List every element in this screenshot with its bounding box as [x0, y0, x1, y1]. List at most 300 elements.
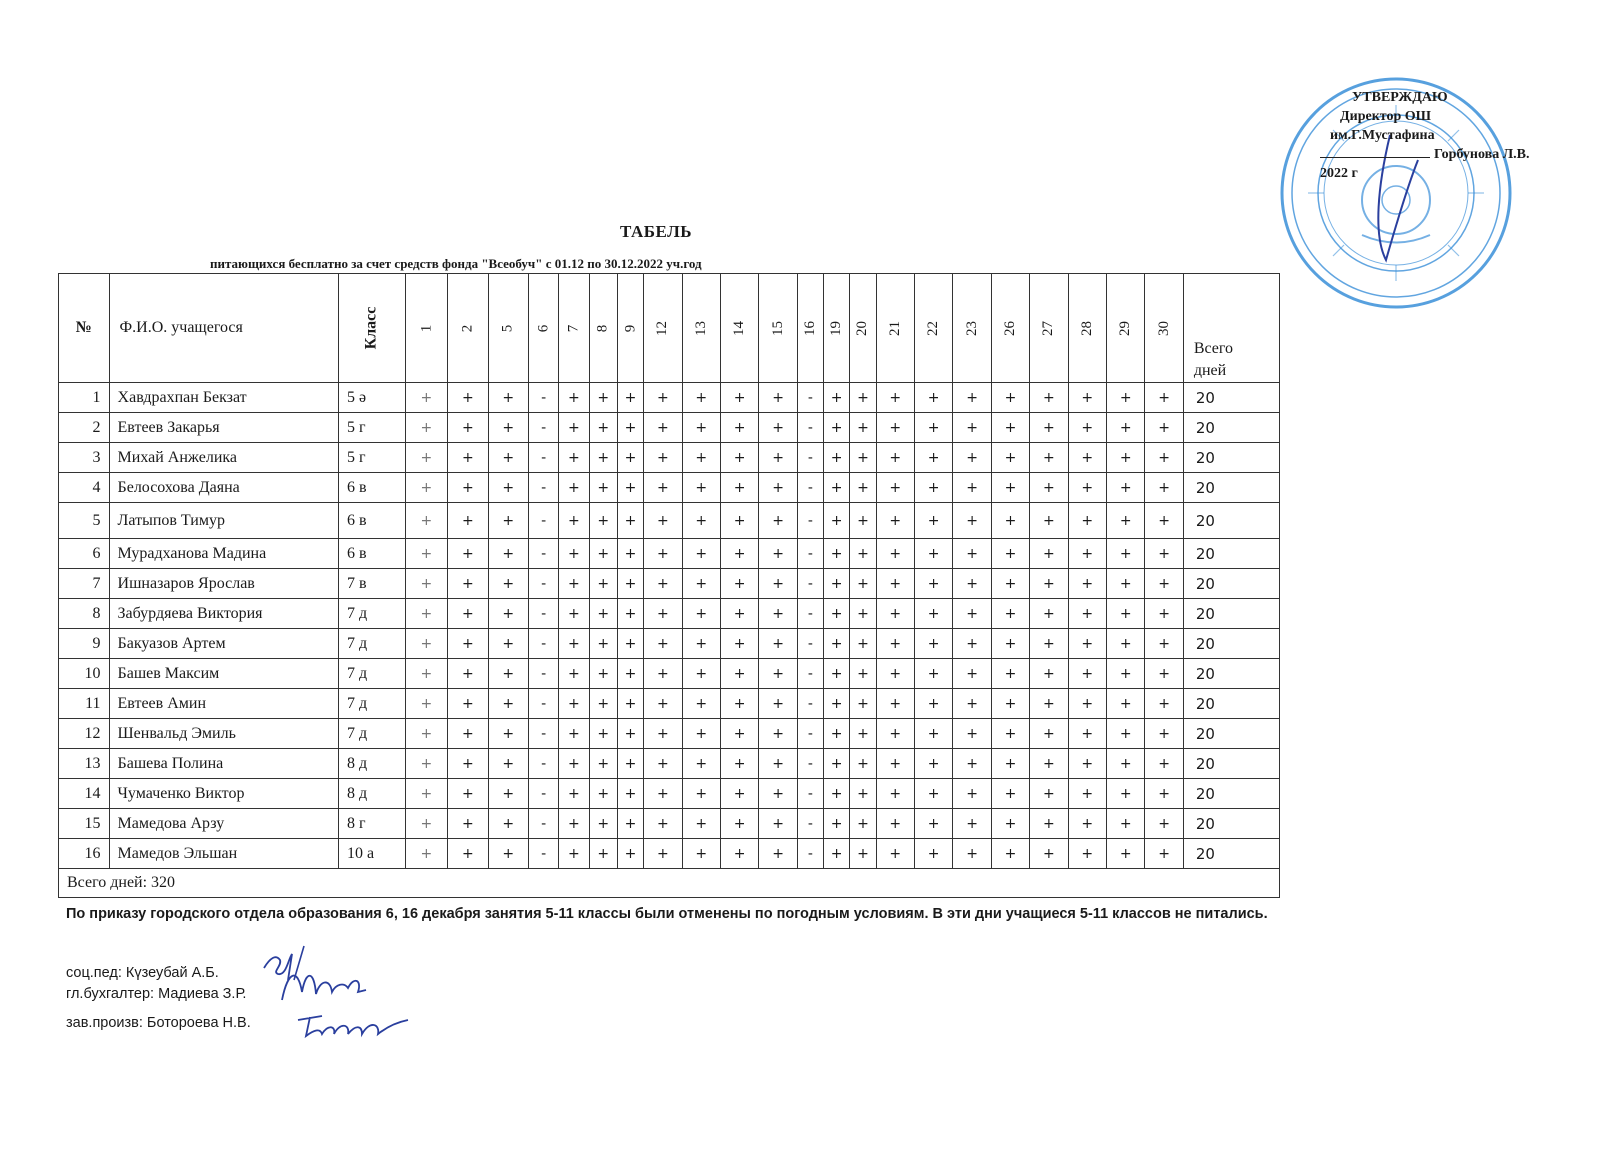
attendance-mark: +: [405, 809, 447, 839]
attendance-mark: +: [759, 779, 797, 809]
total-days: 20: [1183, 473, 1279, 503]
attendance-mark: +: [991, 689, 1029, 719]
attendance-mark: +: [953, 839, 991, 869]
attendance-mark: +: [1145, 779, 1183, 809]
attendance-mark: +: [682, 659, 720, 689]
attendance-mark: +: [876, 659, 914, 689]
attendance-mark: +: [1030, 413, 1068, 443]
total-days: 20: [1183, 749, 1279, 779]
attendance-mark: +: [953, 569, 991, 599]
attendance-mark: +: [1030, 749, 1068, 779]
attendance-mark: +: [991, 719, 1029, 749]
attendance-mark: +: [1068, 629, 1106, 659]
header-day-28: 28: [1068, 274, 1106, 383]
attendance-mark: +: [1030, 383, 1068, 413]
attendance-mark: +: [991, 839, 1029, 869]
attendance-mark: +: [759, 809, 797, 839]
attendance-mark: +: [559, 599, 589, 629]
header-number: №: [59, 274, 110, 383]
student-name: Башев Максим: [109, 659, 338, 689]
attendance-mark: +: [824, 839, 850, 869]
attendance-mark: +: [850, 719, 876, 749]
header-day-9: 9: [617, 274, 643, 383]
attendance-mark: +: [876, 719, 914, 749]
attendance-mark: +: [589, 383, 617, 413]
attendance-mark: +: [991, 473, 1029, 503]
attendance-mark: +: [914, 473, 952, 503]
attendance-mark: -: [528, 503, 558, 539]
attendance-mark: -: [797, 659, 823, 689]
attendance-mark: +: [953, 719, 991, 749]
attendance-mark: +: [559, 659, 589, 689]
header-day-6: 6: [528, 274, 558, 383]
attendance-mark: +: [991, 383, 1029, 413]
row-number: 7: [59, 569, 110, 599]
attendance-mark: +: [720, 839, 758, 869]
attendance-mark: +: [953, 689, 991, 719]
student-class: 6 в: [338, 539, 405, 569]
table-row: [59, 839, 1280, 869]
attendance-mark: +: [589, 839, 617, 869]
attendance-mark: +: [720, 539, 758, 569]
attendance-mark: +: [991, 659, 1029, 689]
attendance-mark: +: [559, 443, 589, 473]
attendance-mark: +: [559, 779, 589, 809]
attendance-mark: +: [720, 599, 758, 629]
student-name: Забурдяева Виктория: [109, 599, 338, 629]
table-row: [59, 599, 1280, 629]
attendance-mark: +: [1030, 539, 1068, 569]
attendance-mark: +: [1068, 383, 1106, 413]
attendance-mark: +: [1068, 539, 1106, 569]
attendance-mark: -: [797, 539, 823, 569]
header-day-30: 30: [1145, 274, 1183, 383]
attendance-mark: -: [797, 719, 823, 749]
attendance-mark: -: [797, 569, 823, 599]
attendance-mark: +: [617, 539, 643, 569]
attendance-mark: +: [759, 413, 797, 443]
attendance-mark: -: [528, 599, 558, 629]
attendance-mark: +: [914, 629, 952, 659]
attendance-mark: +: [448, 719, 488, 749]
total-days: 20: [1183, 629, 1279, 659]
attendance-mark: +: [682, 749, 720, 779]
attendance-mark: +: [1068, 749, 1106, 779]
attendance-mark: +: [876, 383, 914, 413]
attendance-mark: +: [1145, 839, 1183, 869]
attendance-mark: +: [953, 629, 991, 659]
attendance-mark: +: [953, 383, 991, 413]
total-days: 20: [1183, 719, 1279, 749]
attendance-mark: +: [488, 809, 528, 839]
approval-title: УТВЕРЖДАЮ: [1352, 90, 1448, 105]
attendance-mark: +: [682, 539, 720, 569]
attendance-mark: +: [644, 749, 682, 779]
attendance-mark: +: [488, 719, 528, 749]
attendance-mark: +: [1107, 503, 1145, 539]
total-days: 20: [1183, 413, 1279, 443]
attendance-mark: +: [589, 629, 617, 659]
approval-position: Директор ОШ: [1340, 109, 1432, 124]
attendance-mark: +: [953, 809, 991, 839]
attendance-mark: +: [559, 569, 589, 599]
attendance-mark: +: [488, 443, 528, 473]
attendance-mark: +: [448, 473, 488, 503]
attendance-mark: +: [1068, 839, 1106, 869]
attendance-mark: +: [991, 503, 1029, 539]
attendance-mark: +: [448, 443, 488, 473]
attendance-mark: +: [617, 503, 643, 539]
attendance-mark: +: [617, 659, 643, 689]
attendance-mark: +: [448, 839, 488, 869]
attendance-mark: +: [589, 473, 617, 503]
attendance-mark: +: [589, 599, 617, 629]
attendance-mark: +: [850, 809, 876, 839]
attendance-mark: +: [824, 443, 850, 473]
attendance-mark: +: [644, 599, 682, 629]
signatures-block: [66, 963, 251, 1034]
attendance-mark: +: [991, 413, 1029, 443]
attendance-mark: +: [617, 569, 643, 599]
attendance-mark: +: [644, 839, 682, 869]
row-number: 2: [59, 413, 110, 443]
attendance-mark: +: [1145, 383, 1183, 413]
attendance-mark: +: [1030, 779, 1068, 809]
attendance-mark: +: [876, 539, 914, 569]
attendance-mark: +: [759, 719, 797, 749]
attendance-mark: +: [1030, 443, 1068, 473]
attendance-mark: +: [644, 809, 682, 839]
attendance-mark: +: [488, 473, 528, 503]
attendance-mark: +: [1145, 659, 1183, 689]
attendance-mark: -: [528, 569, 558, 599]
header-class: Класс: [338, 274, 405, 383]
attendance-mark: +: [1107, 779, 1145, 809]
attendance-mark: +: [617, 749, 643, 779]
attendance-mark: -: [797, 443, 823, 473]
header-day-7: 7: [559, 274, 589, 383]
attendance-mark: +: [405, 569, 447, 599]
attendance-mark: +: [682, 779, 720, 809]
attendance-mark: +: [644, 569, 682, 599]
attendance-mark: +: [824, 779, 850, 809]
attendance-mark: +: [589, 749, 617, 779]
attendance-mark: +: [850, 569, 876, 599]
student-class: 8 д: [338, 749, 405, 779]
attendance-mark: +: [559, 629, 589, 659]
attendance-mark: +: [405, 629, 447, 659]
attendance-mark: -: [528, 383, 558, 413]
attendance-mark: +: [589, 659, 617, 689]
student-name: Хавдрахпан Бекзат: [109, 383, 338, 413]
student-class: 5 ә: [338, 383, 405, 413]
student-name: Михай Анжелика: [109, 443, 338, 473]
attendance-mark: +: [682, 443, 720, 473]
attendance-mark: -: [797, 413, 823, 443]
attendance-mark: +: [914, 779, 952, 809]
attendance-mark: +: [720, 749, 758, 779]
student-class: 8 г: [338, 809, 405, 839]
attendance-mark: -: [797, 839, 823, 869]
attendance-mark: +: [824, 569, 850, 599]
attendance-mark: +: [914, 809, 952, 839]
attendance-mark: +: [876, 629, 914, 659]
attendance-mark: +: [1145, 599, 1183, 629]
attendance-mark: -: [528, 473, 558, 503]
attendance-mark: +: [914, 689, 952, 719]
attendance-mark: +: [914, 839, 952, 869]
attendance-mark: +: [953, 443, 991, 473]
attendance-mark: +: [720, 473, 758, 503]
attendance-mark: +: [850, 539, 876, 569]
attendance-mark: +: [759, 539, 797, 569]
student-class: 7 д: [338, 629, 405, 659]
attendance-mark: +: [1068, 569, 1106, 599]
attendance-mark: +: [1145, 689, 1183, 719]
attendance-mark: +: [914, 443, 952, 473]
attendance-mark: +: [1107, 749, 1145, 779]
header-day-12: 12: [644, 274, 682, 383]
header-day-20: 20: [850, 274, 876, 383]
attendance-mark: +: [876, 839, 914, 869]
student-class: 7 д: [338, 719, 405, 749]
attendance-mark: +: [617, 599, 643, 629]
row-number: 15: [59, 809, 110, 839]
attendance-mark: +: [682, 629, 720, 659]
attendance-mark: +: [488, 839, 528, 869]
attendance-mark: -: [528, 689, 558, 719]
student-name: Евтеев Закарья: [109, 413, 338, 443]
attendance-mark: +: [876, 413, 914, 443]
attendance-mark: +: [559, 539, 589, 569]
attendance-mark: -: [797, 779, 823, 809]
attendance-mark: +: [405, 659, 447, 689]
attendance-mark: -: [797, 383, 823, 413]
total-days: 20: [1183, 779, 1279, 809]
attendance-mark: +: [914, 503, 952, 539]
table-row: [59, 629, 1280, 659]
attendance-mark: +: [1145, 539, 1183, 569]
attendance-mark: +: [720, 443, 758, 473]
attendance-mark: +: [991, 779, 1029, 809]
attendance-mark: +: [953, 539, 991, 569]
attendance-mark: +: [991, 443, 1029, 473]
table-row: [59, 443, 1280, 473]
attendance-mark: +: [991, 749, 1029, 779]
attendance-mark: -: [528, 659, 558, 689]
attendance-mark: +: [759, 749, 797, 779]
attendance-mark: +: [850, 383, 876, 413]
attendance-mark: +: [559, 719, 589, 749]
attendance-mark: +: [488, 629, 528, 659]
attendance-mark: +: [953, 659, 991, 689]
attendance-mark: +: [644, 503, 682, 539]
header-day-1: 1: [405, 274, 447, 383]
attendance-mark: +: [1145, 503, 1183, 539]
attendance-mark: +: [953, 779, 991, 809]
attendance-mark: +: [559, 383, 589, 413]
attendance-mark: +: [1068, 779, 1106, 809]
attendance-mark: +: [644, 659, 682, 689]
attendance-mark: -: [797, 503, 823, 539]
attendance-mark: +: [824, 719, 850, 749]
attendance-mark: -: [528, 839, 558, 869]
attendance-mark: +: [589, 413, 617, 443]
student-class: 7 д: [338, 599, 405, 629]
attendance-mark: +: [824, 413, 850, 443]
attendance-mark: +: [1145, 719, 1183, 749]
attendance-mark: +: [405, 539, 447, 569]
attendance-mark: +: [720, 689, 758, 719]
attendance-mark: +: [644, 629, 682, 659]
attendance-mark: -: [797, 599, 823, 629]
table-row: [59, 779, 1280, 809]
attendance-mark: +: [448, 749, 488, 779]
attendance-mark: +: [589, 809, 617, 839]
attendance-mark: +: [850, 413, 876, 443]
attendance-mark: +: [824, 659, 850, 689]
attendance-mark: +: [617, 689, 643, 719]
attendance-mark: +: [682, 689, 720, 719]
attendance-mark: +: [850, 689, 876, 719]
attendance-mark: +: [644, 779, 682, 809]
attendance-mark: +: [824, 383, 850, 413]
document-subtitle: питающихся бесплатно за счет средств фонда "Всеобуч" с 01.12 по 30.12.2022 уч.год: [210, 256, 702, 271]
row-number: 1: [59, 383, 110, 413]
header-day-13: 13: [682, 274, 720, 383]
attendance-mark: +: [914, 659, 952, 689]
attendance-mark: +: [824, 809, 850, 839]
attendance-mark: +: [876, 809, 914, 839]
student-name: Мурадханова Мадина: [109, 539, 338, 569]
handwritten-signatures: [258, 940, 428, 1045]
attendance-mark: +: [850, 599, 876, 629]
attendance-mark: +: [1068, 599, 1106, 629]
attendance-mark: +: [850, 503, 876, 539]
attendance-mark: +: [824, 749, 850, 779]
attendance-mark: +: [1145, 473, 1183, 503]
attendance-mark: +: [914, 719, 952, 749]
total-days: 20: [1183, 809, 1279, 839]
attendance-mark: +: [448, 539, 488, 569]
student-class: 5 г: [338, 443, 405, 473]
student-class: 7 д: [338, 689, 405, 719]
attendance-mark: +: [1107, 629, 1145, 659]
signature-chief-accountant: гл.бухгалтер: Мадиева З.Р.: [66, 986, 247, 1002]
attendance-mark: +: [644, 473, 682, 503]
attendance-mark: +: [589, 539, 617, 569]
attendance-mark: +: [953, 473, 991, 503]
attendance-mark: -: [528, 539, 558, 569]
attendance-mark: +: [991, 599, 1029, 629]
attendance-mark: +: [617, 839, 643, 869]
student-class: 6 в: [338, 473, 405, 503]
attendance-mark: +: [1030, 629, 1068, 659]
attendance-mark: +: [405, 749, 447, 779]
attendance-mark: +: [759, 503, 797, 539]
attendance-mark: +: [1145, 749, 1183, 779]
total-days: 20: [1183, 569, 1279, 599]
attendance-mark: +: [953, 599, 991, 629]
attendance-mark: +: [1107, 383, 1145, 413]
attendance-mark: +: [488, 569, 528, 599]
attendance-mark: -: [528, 779, 558, 809]
attendance-mark: +: [850, 473, 876, 503]
attendance-mark: +: [405, 599, 447, 629]
attendance-mark: +: [914, 383, 952, 413]
table-row: [59, 503, 1280, 539]
attendance-mark: -: [528, 809, 558, 839]
attendance-mark: +: [448, 413, 488, 443]
attendance-mark: +: [876, 749, 914, 779]
header-day-15: 15: [759, 274, 797, 383]
attendance-mark: +: [644, 443, 682, 473]
table-row: [59, 689, 1280, 719]
attendance-mark: +: [759, 659, 797, 689]
attendance-mark: +: [991, 629, 1029, 659]
attendance-mark: +: [1068, 503, 1106, 539]
table-row: [59, 749, 1280, 779]
attendance-mark: +: [589, 779, 617, 809]
attendance-mark: +: [1030, 503, 1068, 539]
total-days: 20: [1183, 839, 1279, 869]
student-class: 8 д: [338, 779, 405, 809]
attendance-mark: +: [1107, 443, 1145, 473]
table-row: [59, 539, 1280, 569]
attendance-mark: +: [488, 413, 528, 443]
header-day-16: 16: [797, 274, 823, 383]
attendance-mark: +: [824, 539, 850, 569]
attendance-mark: +: [850, 629, 876, 659]
header-day-26: 26: [991, 274, 1029, 383]
signature-production-manager: зав.произв: Ботороева Н.В.: [66, 1015, 251, 1031]
student-class: 5 г: [338, 413, 405, 443]
attendance-mark: +: [682, 413, 720, 443]
attendance-mark: +: [644, 719, 682, 749]
student-name: Ишназаров Ярослав: [109, 569, 338, 599]
approval-school: им.Г.Мустафина: [1330, 128, 1435, 143]
student-name: Евтеев Амин: [109, 689, 338, 719]
attendance-mark: +: [1145, 569, 1183, 599]
header-day-27: 27: [1030, 274, 1068, 383]
header-student-name: Ф.И.О. учащегося: [109, 274, 338, 383]
attendance-mark: +: [824, 599, 850, 629]
attendance-mark: +: [448, 659, 488, 689]
attendance-mark: +: [617, 719, 643, 749]
attendance-mark: +: [876, 779, 914, 809]
attendance-mark: +: [1030, 599, 1068, 629]
attendance-mark: +: [682, 473, 720, 503]
attendance-mark: +: [1145, 809, 1183, 839]
table-row: [59, 413, 1280, 443]
total-days: 20: [1183, 539, 1279, 569]
student-class: 6 в: [338, 503, 405, 539]
attendance-mark: +: [488, 383, 528, 413]
row-number: 11: [59, 689, 110, 719]
attendance-mark: +: [914, 749, 952, 779]
attendance-mark: +: [682, 503, 720, 539]
attendance-mark: +: [914, 413, 952, 443]
attendance-mark: +: [448, 569, 488, 599]
row-number: 9: [59, 629, 110, 659]
attendance-mark: +: [1068, 809, 1106, 839]
row-number: 12: [59, 719, 110, 749]
student-name: Мамедов Эльшан: [109, 839, 338, 869]
attendance-mark: +: [448, 809, 488, 839]
attendance-mark: +: [1107, 719, 1145, 749]
attendance-mark: -: [797, 473, 823, 503]
attendance-mark: +: [850, 779, 876, 809]
